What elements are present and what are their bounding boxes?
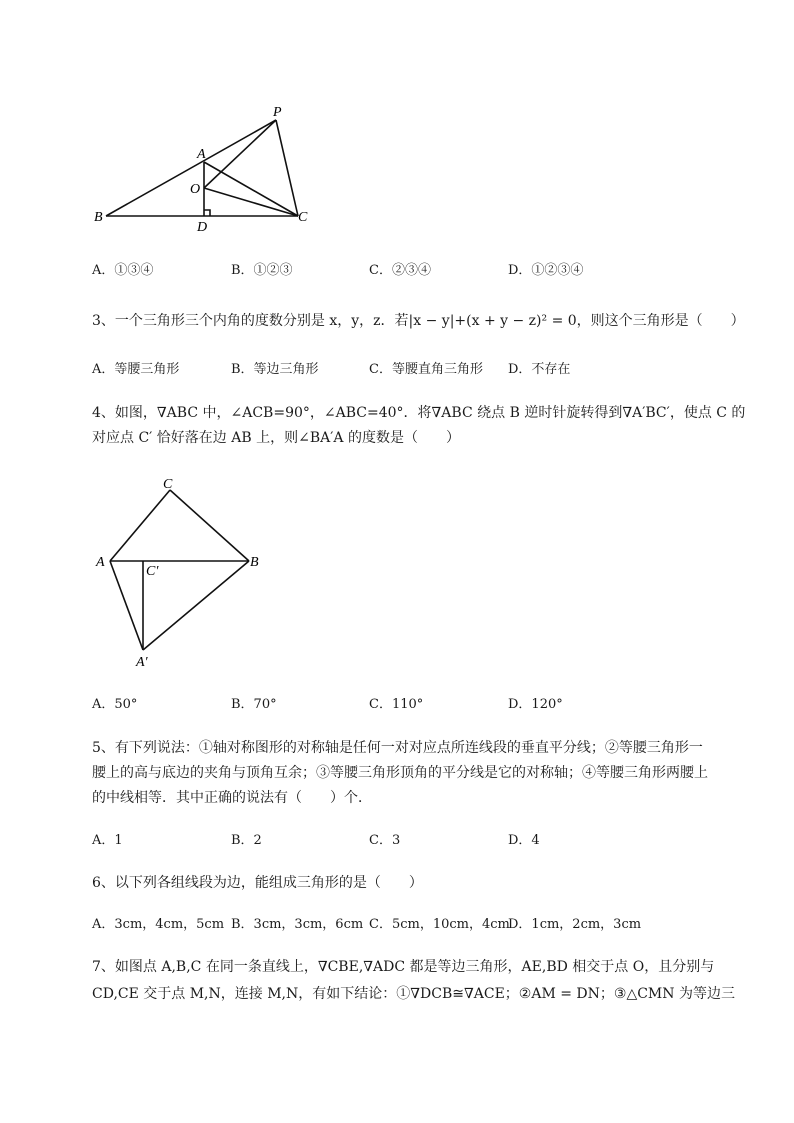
segment-a-prime-b bbox=[143, 561, 249, 650]
q3-option-b[interactable]: B．等边三角形 bbox=[231, 362, 319, 377]
label-c: C bbox=[163, 477, 173, 492]
figure-triangle-pabc bbox=[90, 100, 330, 235]
q4-option-c[interactable]: C．110° bbox=[369, 697, 424, 712]
q5-option-c[interactable]: C．3 bbox=[369, 833, 401, 848]
q2-option-a[interactable]: A．①③④ bbox=[92, 263, 154, 278]
segment-ac bbox=[110, 490, 170, 561]
label-a-prime: A′ bbox=[136, 655, 148, 670]
q4-option-d[interactable]: D．120° bbox=[508, 697, 563, 712]
q2-option-c[interactable]: C．②③④ bbox=[369, 263, 431, 278]
label-b: B bbox=[250, 555, 259, 570]
q6-option-b[interactable]: B．3cm，3cm，6cm bbox=[231, 917, 364, 932]
q5-option-a[interactable]: A．1 bbox=[92, 833, 123, 848]
q6-option-c[interactable]: C．5cm，10cm，4cm bbox=[369, 917, 510, 932]
q2-option-b[interactable]: B．①②③ bbox=[231, 263, 293, 278]
q3-option-a[interactable]: A．等腰三角形 bbox=[92, 362, 180, 377]
q6-option-d[interactable]: D．1cm，2cm，3cm bbox=[508, 917, 642, 932]
label-a: A bbox=[96, 555, 105, 570]
label-c-prime: C′ bbox=[146, 564, 159, 579]
q3-option-d[interactable]: D．不存在 bbox=[508, 362, 571, 377]
q7-stem-line1: 7、如图点 A,B,C 在同一条直线上，∇CBE,∇ADC 都是等边三角形，AE,BD 相交于点 O，且分别与 bbox=[92, 959, 715, 975]
q4-option-b[interactable]: B．70° bbox=[231, 697, 277, 712]
label-d: D bbox=[197, 220, 208, 235]
segment-ac bbox=[204, 162, 298, 216]
q6-option-a[interactable]: A．3cm，4cm，5cm bbox=[92, 917, 225, 932]
q4-stem-line2: 对应点 C′ 恰好落在边 AB 上，则∠BA′A 的度数是（ ） bbox=[92, 430, 460, 446]
q5-option-d[interactable]: D．4 bbox=[508, 833, 540, 848]
q5-stem-line1: 5、有下列说法：①轴对称图形的对称轴是任何一对对应点所连线段的垂直平分线；②等腰三角形一 bbox=[92, 740, 703, 756]
segment-aa-prime bbox=[110, 561, 143, 650]
q3-stem: 3、一个三角形三个内角的度数分别是 x，y，z．若|x − y|+(x + y − z)² = 0，则这个三角形是（ ） bbox=[92, 313, 745, 329]
q5-option-b[interactable]: B．2 bbox=[231, 833, 262, 848]
q7-stem-line2: CD,CE 交于点 M,N，连接 M,N，有如下结论：①∇DCB≅∇ACE；②AM = DN；③△CMN 为等边三 bbox=[92, 986, 735, 1002]
q4-option-a[interactable]: A．50° bbox=[92, 697, 138, 712]
q5-stem-line2: 腰上的高与底边的夹角与顶角互余；③等腰三角形顶角的平分线是它的对称轴；④等腰三角形两腰上 bbox=[92, 765, 708, 781]
segment-oc bbox=[204, 188, 298, 216]
right-angle-mark bbox=[204, 210, 210, 216]
segment-pc bbox=[276, 120, 298, 216]
q2-option-d[interactable]: D．①②③④ bbox=[508, 263, 584, 278]
label-o: O bbox=[190, 182, 201, 197]
segment-cb bbox=[170, 490, 249, 561]
label-p: P bbox=[273, 105, 282, 120]
label-b: B bbox=[94, 210, 103, 225]
q5-stem-line3: 的中线相等．其中正确的说法有（ ）个． bbox=[92, 790, 372, 806]
q3-option-c[interactable]: C．等腰直角三角形 bbox=[369, 362, 483, 377]
label-a: A bbox=[197, 147, 206, 162]
q4-stem-line1: 4、如图，∇ABC 中，∠ACB=90°，∠ABC=40°．将∇ABC 绕点 B 逆时针旋转得到∇A′BC′，使点 C 的 bbox=[92, 405, 746, 421]
figure-rotated-triangle bbox=[92, 470, 272, 670]
label-c: C bbox=[298, 210, 308, 225]
q6-stem: 6、以下列各组线段为边，能组成三角形的是（ ） bbox=[92, 875, 423, 891]
